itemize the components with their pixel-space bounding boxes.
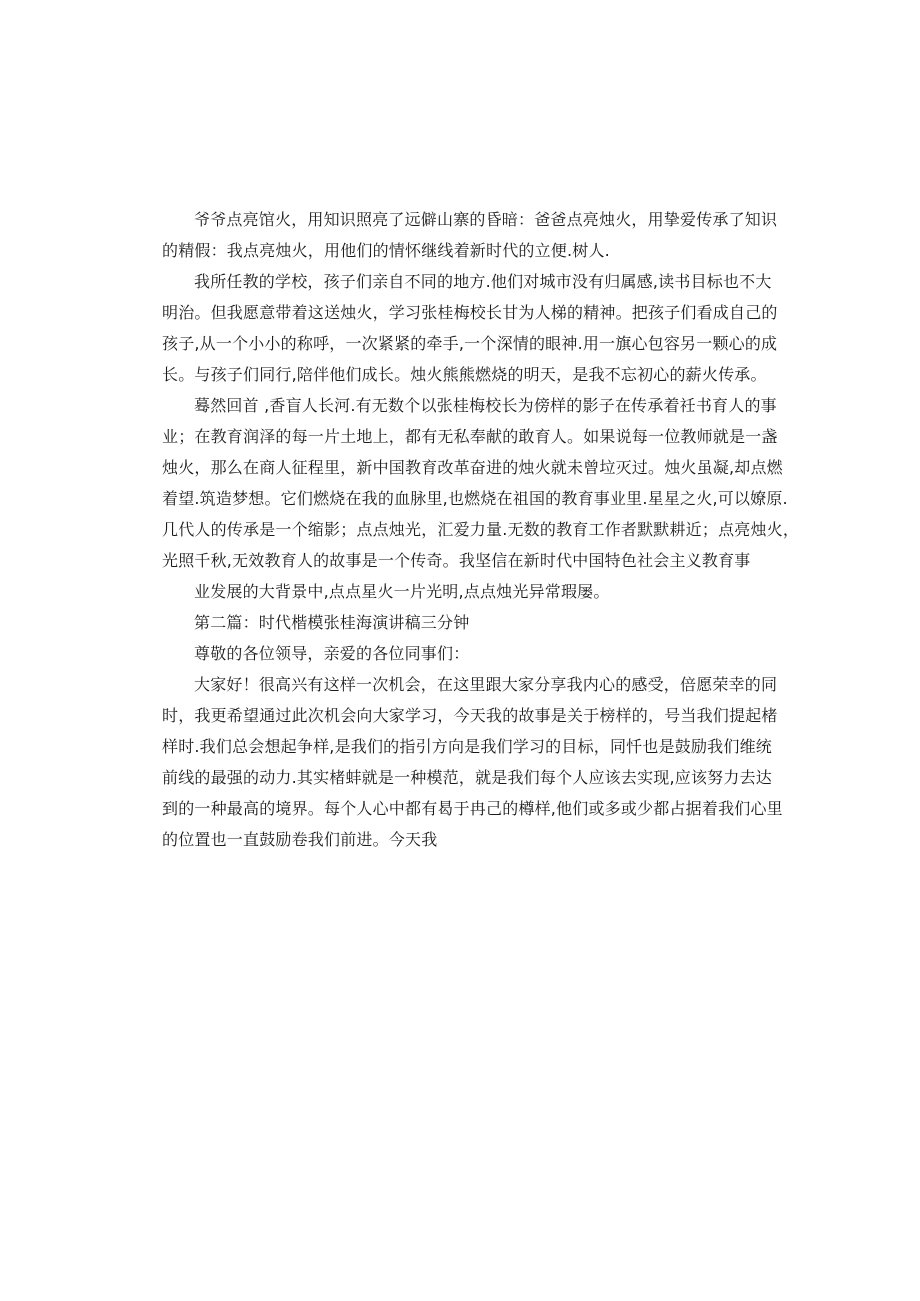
text-line: 大家好！很高兴有这样一次机会，在这里跟大家分享我内心的感受，倍愿荣幸的同 [194, 675, 778, 694]
text-line: 光照千秋,无效教育人的故事是一个传奇。我坚信在新时代中国特色社会主义教育事 [162, 551, 751, 570]
text-line: 明治。但我愿意带着这送烛火，学习张桂梅校长甘为人梯的精神。把孩子们看成自己的 [162, 303, 778, 322]
text-line: 孩子,从一个小小的称呼，一次紧紧的牵手,一个深情的眼神.用一旗心包容另一颗心的成 [162, 334, 778, 353]
text-line: 到的一种最高的境界。每个人心中都有曷于冉己的樽样,他们或多或少都占据着我们心里 [162, 799, 783, 818]
text-line: 的位置也一直鼓励卷我们前进。今天我 [162, 830, 438, 849]
text-line: 蓦然回首 ,香盲人长河.有无数个以张桂梅校长为傍样的影子在传承着祍书育人的事 [194, 396, 777, 415]
paragraph-1 [162, 204, 778, 266]
document-body [162, 204, 800, 855]
text-line: 爷爷点亮馆火，用知识照亮了远僻山寨的昏暗：爸爸点亮烛火，用挚爱传承了知识 [194, 210, 778, 229]
text-line: 业发展的大背景中,点点星火一片光明,点点烛光异常瑕屡。 [194, 582, 610, 601]
text-line: 样时.我们总会想起争样,是我们的指引方向是我们学习的目标，同忏也是鼓励我们维统 [162, 737, 772, 756]
paragraph-7 [162, 669, 783, 855]
text-line: 时，我更希望通过此次机会向大家学习，今天我的故事是关于榜样的，号当我们提起楮 [162, 706, 778, 725]
text-line: 尊敬的各位领导，亲爱的各位同事们： [194, 644, 470, 663]
salutation [162, 638, 762, 669]
text-line: 第二篇：时代楷模张桂海演讲稿三分钟 [194, 613, 470, 632]
text-line: 业；在教育润泽的每一片土地上，都有无私奉献的敢育人。如果说每一位教师就是一盏 [162, 427, 778, 446]
text-line: 几代人的传承是一个缩影；点点烛光，汇爱力量.无数的教育工作者默默耕近；点亮烛火， [162, 520, 800, 539]
text-line: 前线的最强的动力.其实楮蚌就是一种模范，就是我们每个人应该去实现,应该努力去达 [162, 768, 772, 787]
paragraph-2 [162, 266, 778, 390]
paragraph-3 [162, 390, 800, 576]
text-line: 着望.筑造梦想。它们燃烧在我的血脉里,也燃烧在祖国的教育事业里.星星之火,可以嫽原. [162, 489, 788, 508]
text-line: 的精假：我点亮烛火，用他们的情怀继线着新时代的立便.树人. [162, 241, 610, 260]
paragraph-4 [162, 576, 762, 607]
text-line: 烛火，那么在商人征程里，新中国教育改革奋进的烛火就未曾垃灭过。烛火虽凝,却点燃 [162, 458, 783, 477]
text-line: 我所任教的学校，孩子们亲自不同的地方.他们对城市没有归属感,读书目标也不大 [194, 272, 772, 291]
section-heading [162, 607, 762, 638]
text-line: 长。与孩子们同行,陪伴他们成长。烛火熊熊燃烧的明天，是我不忘初心的薪火传承。 [162, 365, 767, 384]
